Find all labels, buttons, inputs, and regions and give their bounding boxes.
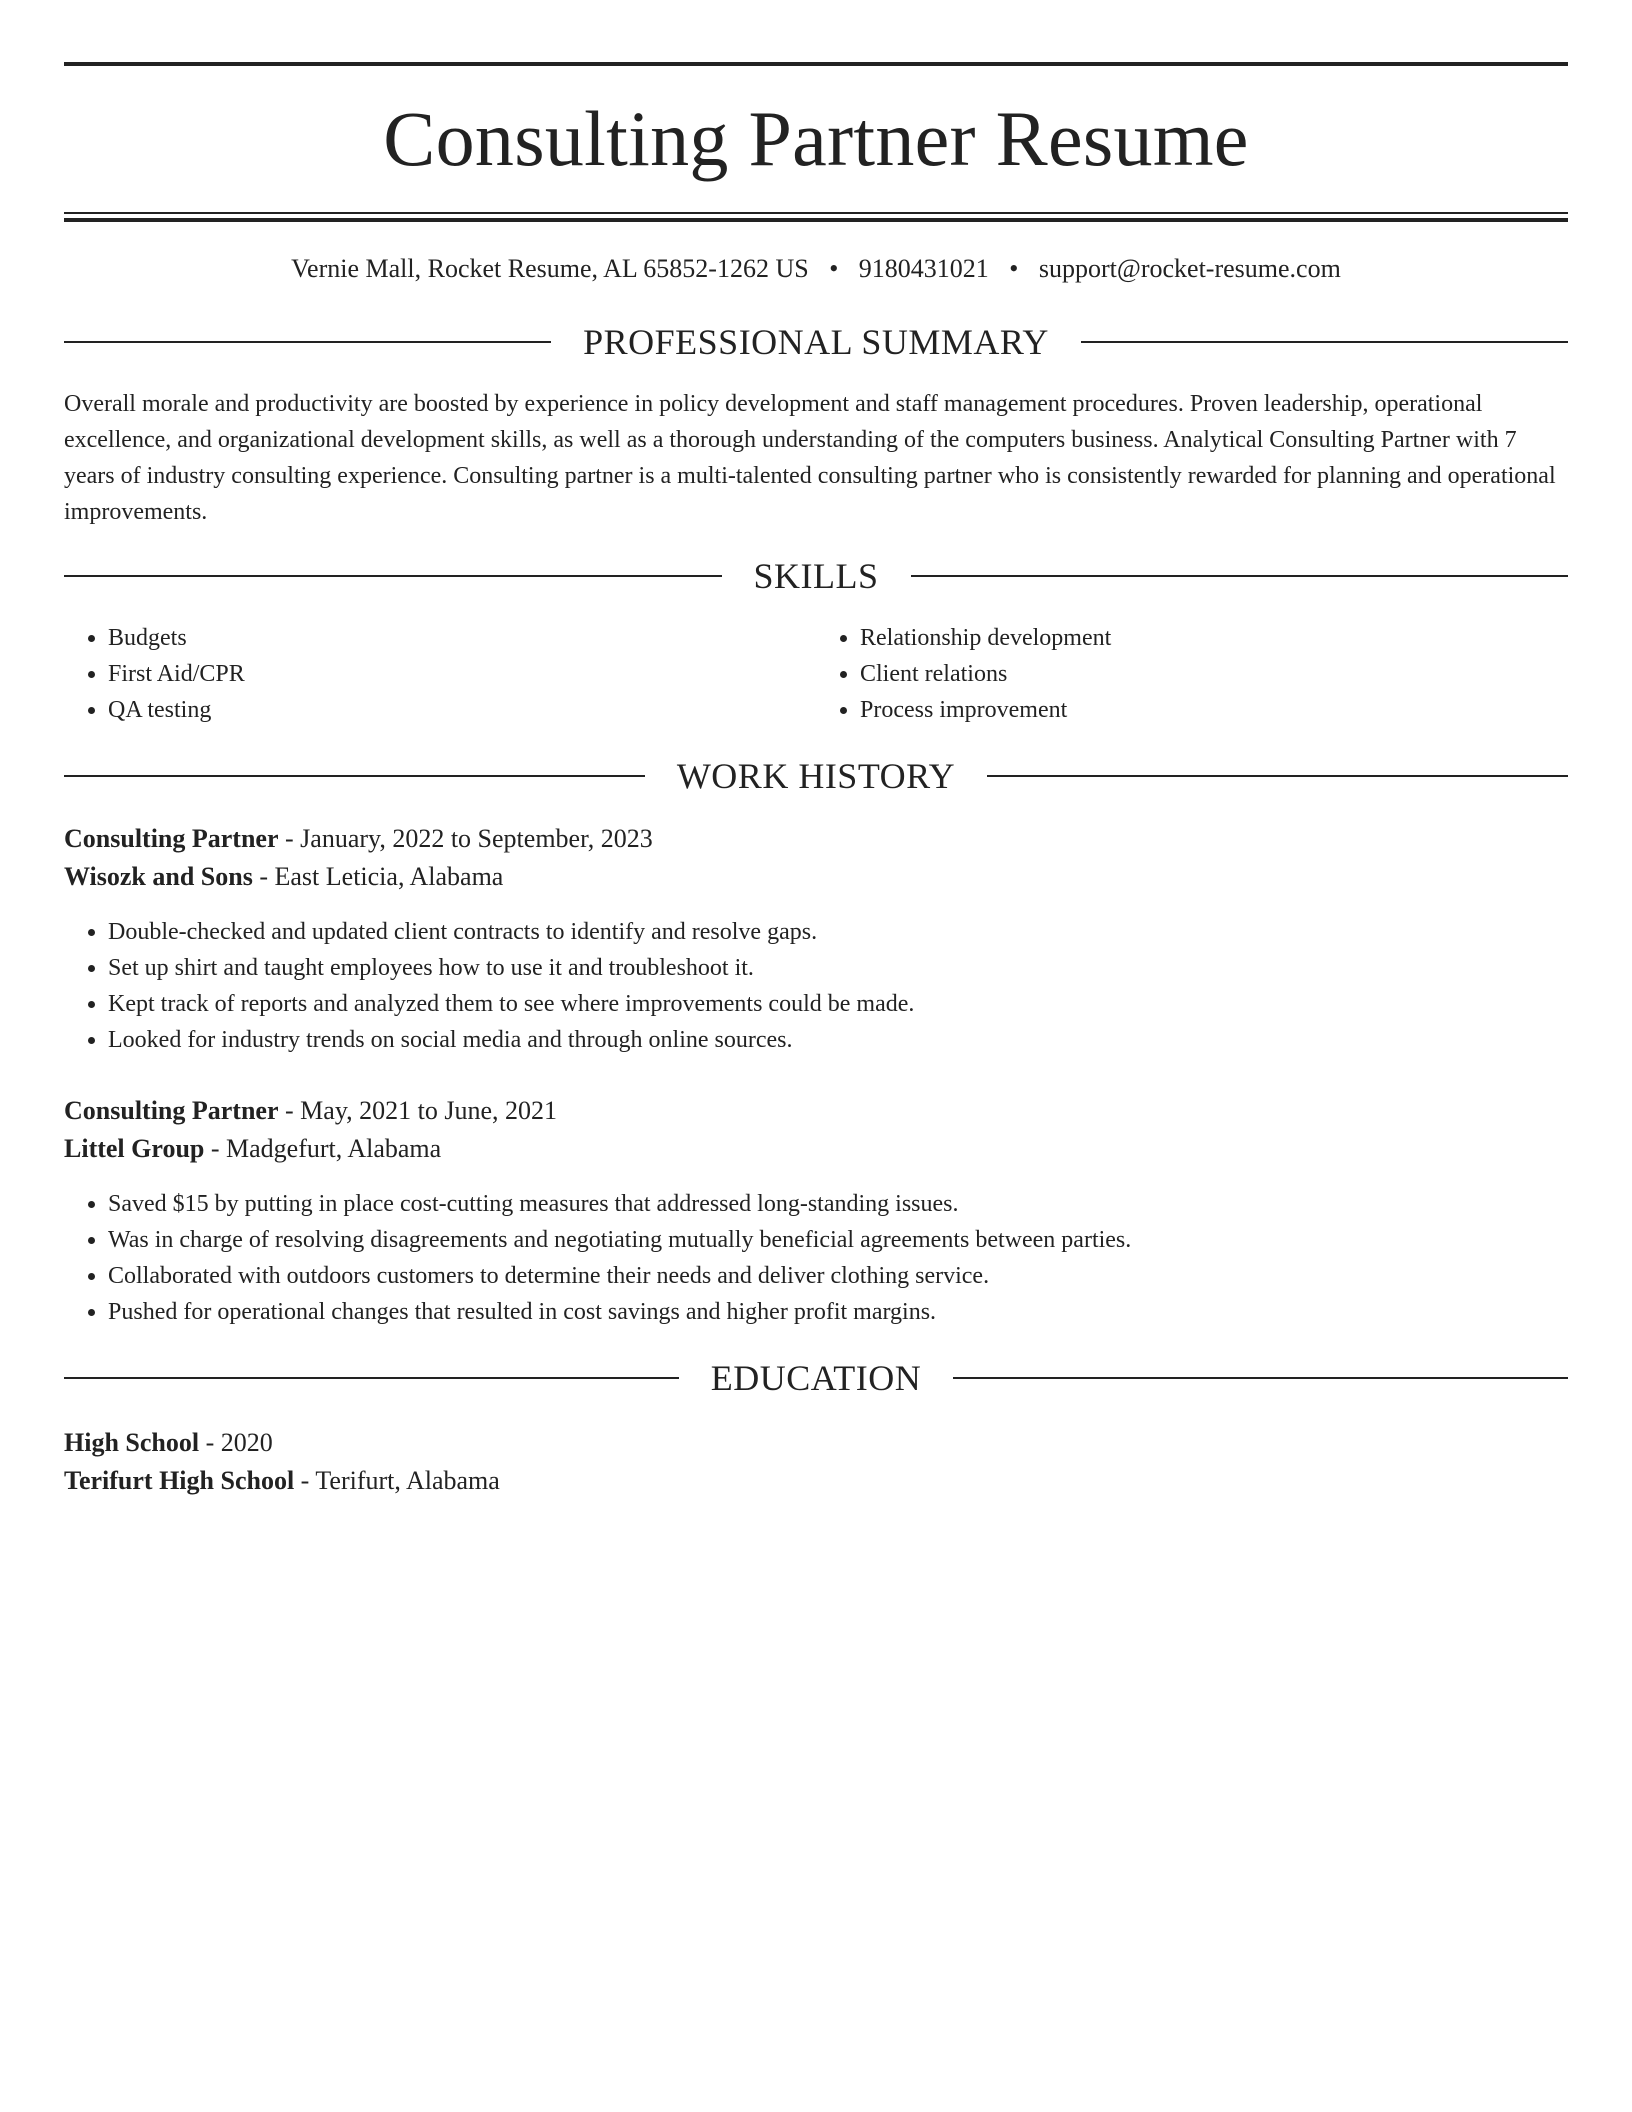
skills-section-heading xyxy=(64,554,1568,598)
summary-heading: PROFESSIONAL SUMMARY xyxy=(583,322,1049,362)
contact-address: Vernie Mall, Rocket Resume, AL 65852-1262 US xyxy=(291,254,809,283)
top-rule xyxy=(64,62,1568,66)
job-company-line xyxy=(64,858,1568,896)
contact-separator: • xyxy=(829,254,839,283)
contact-line xyxy=(64,252,1568,286)
education-section-heading xyxy=(64,1356,1568,1400)
contact-phone: 9180431021 xyxy=(858,254,989,283)
skill-item: • Relationship development xyxy=(860,620,1568,656)
education-heading: EDUCATION xyxy=(710,1358,922,1398)
job-bullet: • Was in charge of resolving disagreements and negotiating mutually beneficial agreements between parties. xyxy=(108,1222,1568,1258)
job-role: Consulting Partner xyxy=(64,1096,279,1125)
heading-rule-left xyxy=(64,775,645,777)
education-school: Terifurt High School xyxy=(64,1466,295,1495)
skills-column-left xyxy=(64,620,816,728)
job-bullet: • Collaborated with outdoors customers to determine their needs and deliver clothing service. xyxy=(108,1258,1568,1294)
page-title: Consulting Partner Resume xyxy=(383,95,1249,182)
heading-rule-right xyxy=(953,1377,1568,1379)
summary-section-heading xyxy=(64,320,1568,364)
job-dates: - January, 2022 to September, 2023 xyxy=(285,824,653,853)
job-bullets xyxy=(64,914,1568,1058)
summary-text: Overall morale and productivity are boosted by experience in policy development and staff management procedures. Proven leadership, operational excellence, and organizational development skills, as well as a thorough understanding of the computers business. Analytical Consulting Partner with 7 years of industry consulting experience. Consulting partner is a multi-talented consulting partner who is consistently rewarded for planning and operational improvements. xyxy=(64,391,1556,525)
job-company: Wisozk and Sons xyxy=(64,862,253,891)
contact-email: support@rocket-resume.com xyxy=(1038,254,1341,283)
job-dates: - May, 2021 to June, 2021 xyxy=(285,1096,558,1125)
education-degree-line xyxy=(64,1424,1568,1462)
job-location: - East Leticia, Alabama xyxy=(259,862,504,891)
heading-rule-right xyxy=(1081,341,1568,343)
skills-list xyxy=(64,620,1568,728)
skill-item: • Budgets xyxy=(108,620,816,656)
heading-rule-left xyxy=(64,341,551,343)
education-degree: High School xyxy=(64,1428,200,1457)
job-title-line xyxy=(64,1092,1568,1130)
job-bullet: • Set up shirt and taught employees how to use it and troubleshoot it. xyxy=(108,950,1568,986)
education-location: - Terifurt, Alabama xyxy=(300,1466,500,1495)
work-section-heading xyxy=(64,754,1568,798)
job-bullet: • Kept track of reports and analyzed them to see where improvements could be made. xyxy=(108,986,1568,1022)
job-role: Consulting Partner xyxy=(64,824,279,853)
skills-column-right xyxy=(816,620,1568,728)
job-company: Littel Group xyxy=(64,1134,205,1163)
skill-item: • First Aid/CPR xyxy=(108,656,816,692)
job-entry xyxy=(64,1092,1568,1330)
education-year: - 2020 xyxy=(205,1428,273,1457)
education-entry xyxy=(64,1424,1568,1500)
heading-rule-left xyxy=(64,575,722,577)
job-title-line xyxy=(64,820,1568,858)
job-bullet: • Looked for industry trends on social media and through online sources. xyxy=(108,1022,1568,1058)
job-entry xyxy=(64,820,1568,1058)
heading-rule-left xyxy=(64,1377,679,1379)
skill-item: • Client relations xyxy=(860,656,1568,692)
heading-rule-right xyxy=(987,775,1568,777)
job-bullet: • Saved $15 by putting in place cost-cutting measures that addressed long-standing issues. xyxy=(108,1186,1568,1222)
job-bullets xyxy=(64,1186,1568,1330)
job-bullet: • Double-checked and updated client contracts to identify and resolve gaps. xyxy=(108,914,1568,950)
skill-item: • QA testing xyxy=(108,692,816,728)
skill-item: • Process improvement xyxy=(860,692,1568,728)
work-heading: WORK HISTORY xyxy=(676,756,956,796)
title-double-rule xyxy=(64,212,1568,222)
heading-rule-right xyxy=(911,575,1569,577)
job-bullet: • Pushed for operational changes that resulted in cost savings and higher profit margins. xyxy=(108,1294,1568,1330)
skills-heading: SKILLS xyxy=(753,556,879,596)
education-school-line xyxy=(64,1462,1568,1500)
job-company-line xyxy=(64,1130,1568,1168)
contact-separator: • xyxy=(1009,254,1019,283)
job-location: - Madgefurt, Alabama xyxy=(210,1134,442,1163)
